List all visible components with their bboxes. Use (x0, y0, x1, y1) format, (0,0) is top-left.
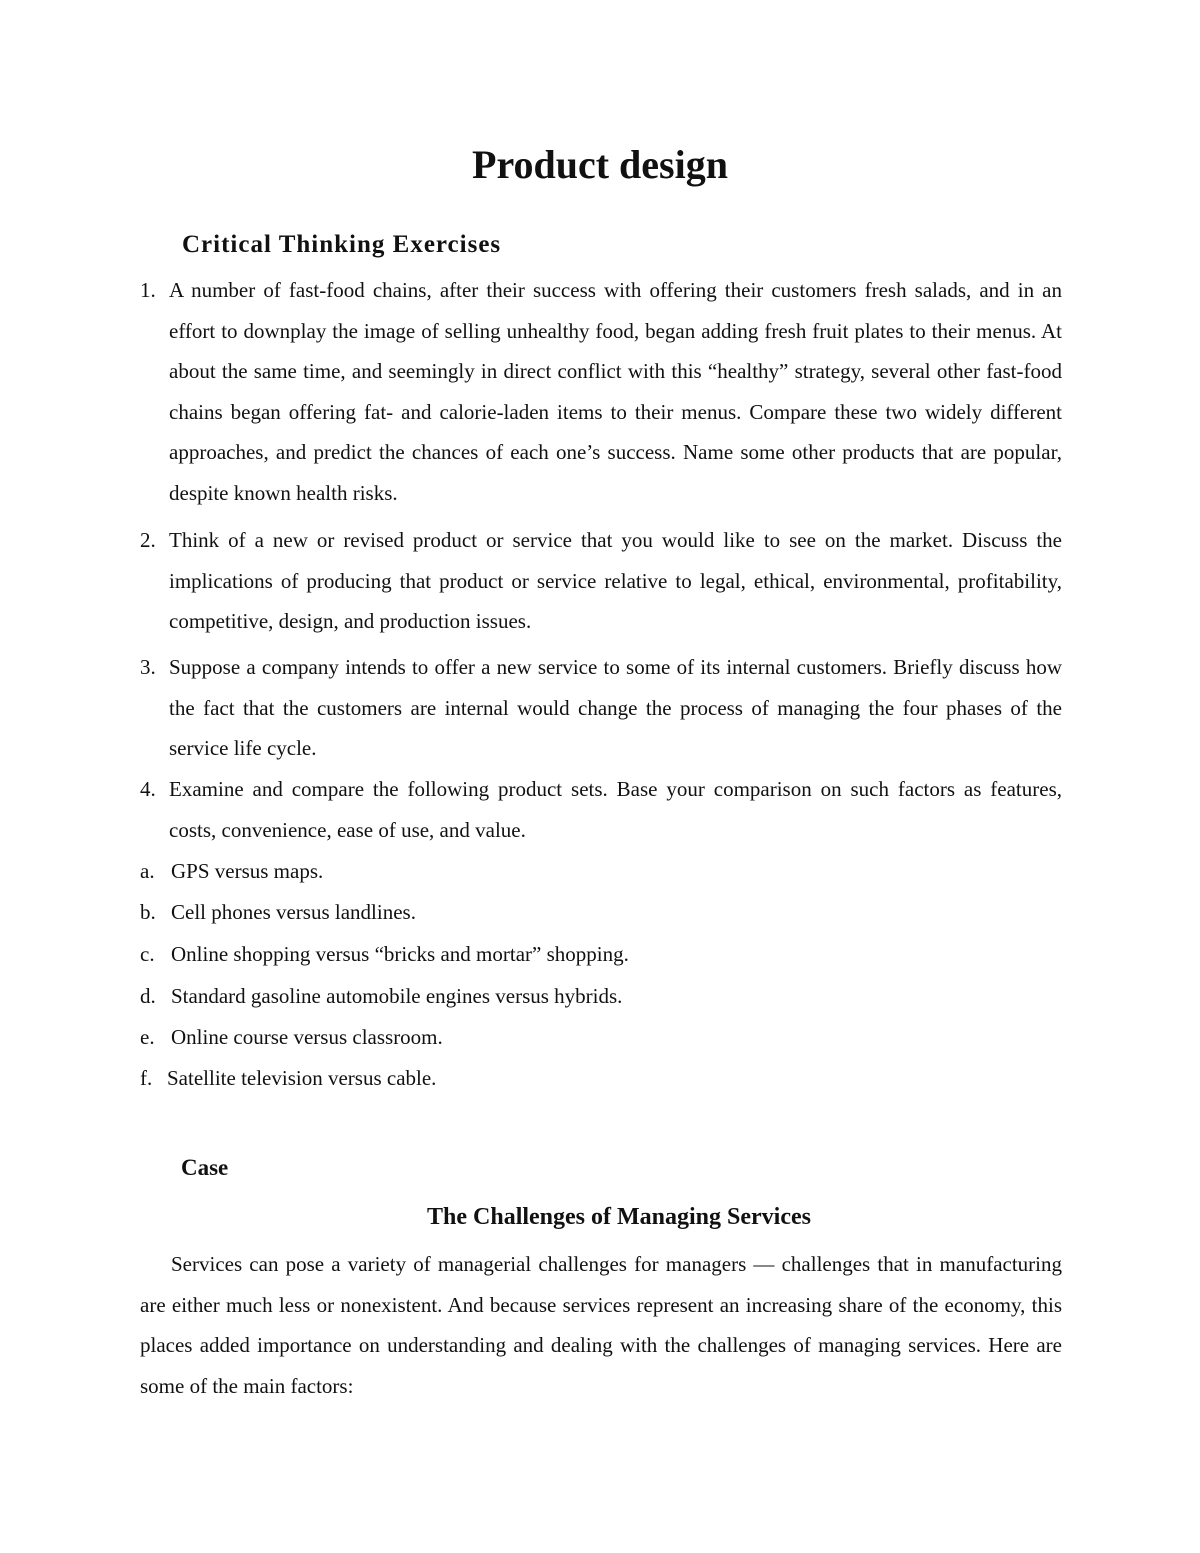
sub-item-e (140, 1017, 1062, 1058)
sub-item-text: Satellite television versus cable. (167, 1066, 437, 1090)
list-marker: f. (140, 1066, 153, 1090)
exercise-text: Examine and compare the following product sets. Base your comparison on such factors as features, costs, convenience, ease of use, and value. (169, 777, 1062, 842)
list-marker: e. (140, 1025, 155, 1049)
case-title: The Challenges of Managing Services (427, 1204, 811, 1230)
sub-item-text: Cell phones versus landlines. (171, 900, 416, 924)
exercise-text: Think of a new or revised product or service that you would like to see on the market. Discuss the implications of producing that product or service relative to legal, ethical, environmental, profitability, competitive, design, and production issues. (169, 528, 1062, 634)
list-marker: 2. (140, 528, 156, 552)
exercise-item-1 (140, 270, 1062, 514)
sub-item-a (140, 851, 1062, 892)
case-label: Case (181, 1155, 229, 1180)
sub-item-text: Standard gasoline automobile engines versus hybrids. (171, 984, 623, 1008)
sub-item-b (140, 892, 1062, 933)
exercise-text: A number of fast-food chains, after their success with offering their customers fresh salads, and in an effort to downplay the image of selling unhealthy food, began adding fresh fruit plates to their menus. At about the same time, and seemingly in direct conflict with this “healthy” strategy, several other fast-food chains began offering fat- and calorie-laden items to their menus. Compare these two widely different approaches, and predict the chances of each one’s success. Name some other products that are popular, despite known health risks. (169, 278, 1062, 505)
list-marker: b. (140, 900, 156, 924)
sub-item-f (140, 1058, 1062, 1099)
sub-item-text: GPS versus maps. (171, 859, 324, 883)
exercise-text: Suppose a company intends to offer a new service to some of its internal customers. Briefly discuss how the fact that the customers are internal would change the process of managing the four phases of the service life cycle. (169, 655, 1062, 761)
document-title: Product design (472, 142, 728, 187)
exercise-item-2 (140, 520, 1062, 642)
section-heading: Critical Thinking Exercises (182, 231, 502, 258)
list-marker: a. (140, 859, 155, 883)
case-paragraph: Services can pose a variety of managerial challenges for managers — challenges that in manufacturing are either much less or nonexistent. And because services represent an increasing share of the economy, this places added importance on understanding and dealing with the challenges of managing services. Here are some of the main factors: (140, 1252, 1062, 1398)
list-marker: 3. (140, 655, 156, 679)
exercise-item-3 (140, 647, 1062, 769)
list-marker: 4. (140, 777, 156, 801)
list-marker: c. (140, 942, 155, 966)
sub-item-text: Online course versus classroom. (171, 1025, 443, 1049)
list-marker: 1. (140, 278, 156, 302)
sub-item-text: Online shopping versus “bricks and mortar” shopping. (171, 942, 629, 966)
list-marker: d. (140, 984, 156, 1008)
sub-item-d (140, 976, 1062, 1017)
sub-item-c (140, 934, 1062, 975)
exercise-item-4 (140, 769, 1062, 850)
